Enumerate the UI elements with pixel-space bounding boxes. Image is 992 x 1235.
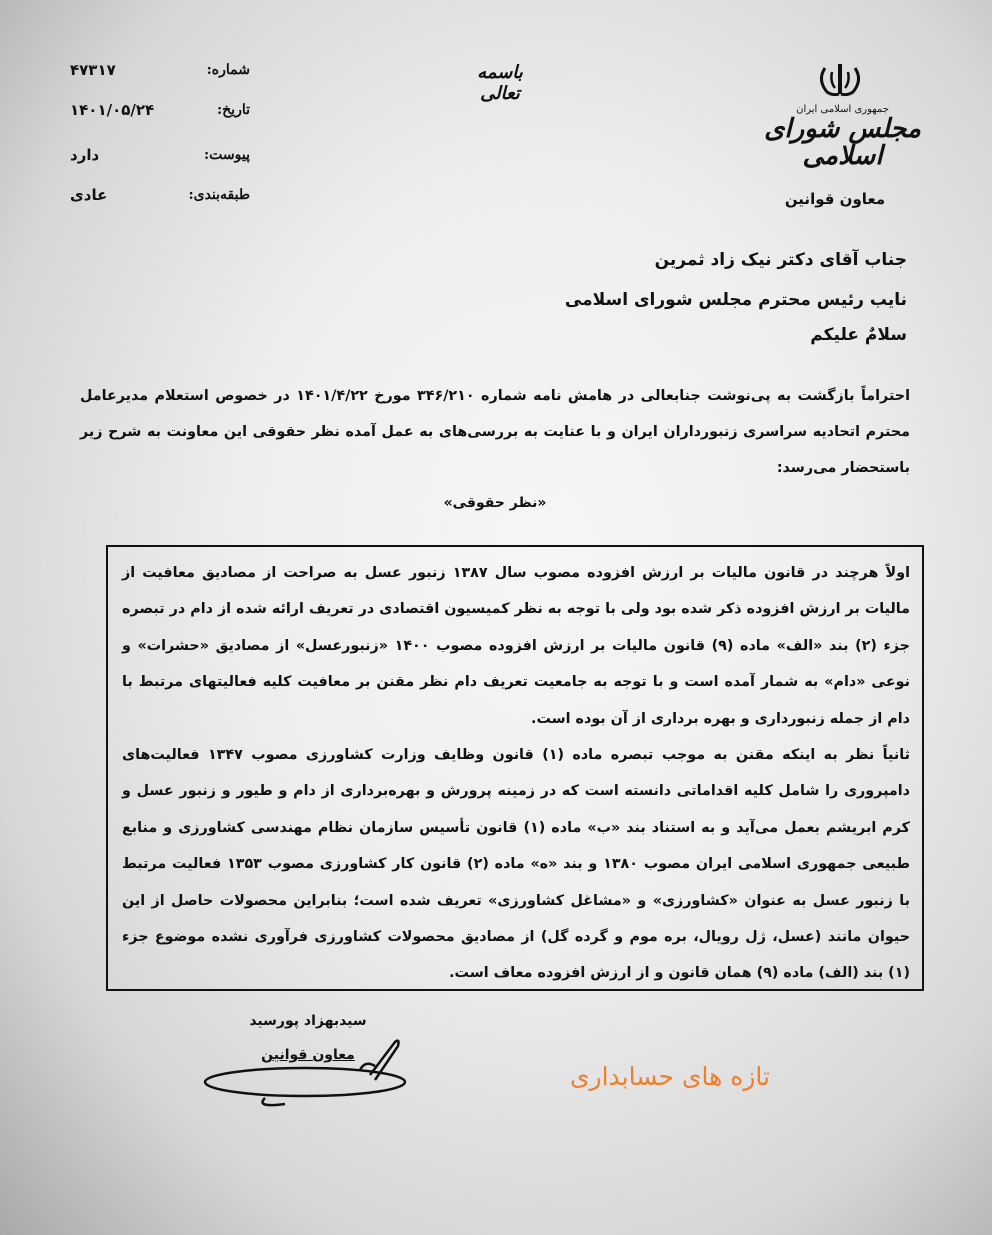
section-heading: «نظر حقوقی» xyxy=(443,495,547,511)
meta-label: طبقه‌بندی: xyxy=(188,187,250,203)
meta-value: ۱۴۰۱/۰۵/۲۴ xyxy=(70,101,155,119)
letterhead-subtitle: جمهوری اسلامی ایران xyxy=(796,104,889,115)
meta-label: شماره: xyxy=(206,62,250,78)
office-title: معاون قوانین xyxy=(784,190,886,208)
meta-classification xyxy=(70,180,250,210)
meta-value: عادی xyxy=(70,186,108,204)
meta-label: تاریخ: xyxy=(216,102,250,118)
opinion-first: اولاً هرچند در قانون مالیات بر ارزش افزوده مصوب سال ۱۳۸۷ زنبور عسل به صراحت از مصادیق معافیت از مالیات بر ارزش افزوده ذکر شده بود ولی با توجه به نظر کمیسیون اقتصادی در تعریف ارائه شده از دام در تبصره جزء (۲) بند «الف» ماده (۹) قانون مالیات بر ارزش افزوده مصوب ۱۴۰۰ «زنبورعسل» از مصادیق «حشرات» و نوعی «دام» به شمار آمده است و با توجه به جامعیت تعریف دام نظر مقنن بر معافیت کلیه فعالیتهای مرتبط با دام از جمله زنبورداری و بهره برداری از آن بوده است. xyxy=(122,565,910,727)
legal-opinion-box xyxy=(106,545,924,991)
signatory-name: سیدبهزاد پورسید xyxy=(249,1013,367,1029)
watermark-text: تازه های حسابداری xyxy=(569,1062,770,1091)
meta-date xyxy=(70,95,250,125)
signature-scribble-icon xyxy=(195,1030,415,1110)
basmala: باسمه تعالی xyxy=(477,62,523,104)
signatory-title: معاون قوانین xyxy=(261,1047,355,1063)
iran-emblem-icon xyxy=(795,60,885,100)
meta-value: دارد xyxy=(70,146,100,164)
salutation: سلامٌ علیکم xyxy=(810,325,907,345)
meta-attachment xyxy=(70,140,250,170)
meta-number xyxy=(70,55,250,85)
intro-paragraph: احتراماً بازگشت به پی‌نوشت جنابعالی در هامش نامه شماره ۳۴۶/۲۱۰ مورخ ۱۴۰۱/۴/۲۲ در خصوص استعلام مدیرعامل محترم اتحادیه سراسری زنبورداران ایران و با عنایت به بررسی‌های به عمل آمده نظر حقوقی این معاونت به شرح زیر باستحضار می‌رسد: xyxy=(80,388,910,476)
recipient-name: جناب آقای دکتر نیک زاد ثمرین xyxy=(654,250,907,270)
meta-value: ۴۷۳۱۷ xyxy=(70,61,116,79)
recipient-title: نایب رئیس محترم مجلس شورای اسلامی xyxy=(564,290,907,310)
letterhead-title: مجلس شورای اسلامی xyxy=(764,113,921,171)
opinion-second: ثانیاً نظر به اینکه مقنن به موجب تبصره ماده (۱) قانون وظایف وزارت کشاورزی مصوب ۱۳۴۷ فعالیت‌های دامپروری را شامل کلیه اقداماتی دانسته است که در زمینه پرورش و بهره‌برداری از دام و طیور و زنبور عسل و کرم ابریشم بعمل می‌آید و به استناد بند «ب» ماده (۱) قانون تأسیس سازمان نظام مهندسی کشاورزی و منابع طبیعی جمهوری اسلامی ایران مصوب ۱۳۸۰ و بند «ه» ماده (۲) قانون کار کشاورزی مصوب ۱۳۵۳ فعالیت مرتبط با زنبور عسل به عنوان «کشاورزی» و «مشاغل کشاورزی» تعریف شده است؛ بنابراین محصولات حاصل از این حیوان مانند (عسل، ژل رویال، بره موم و گرده گل) از مصادیق محصولات کشاورزی فرآوری نشده موضوع جزء (۱) بند (الف) ماده (۹) همان قانون و از ارزش افزوده معاف است. xyxy=(122,747,910,982)
meta-label: پیوست: xyxy=(204,147,250,163)
letterhead xyxy=(755,105,930,170)
